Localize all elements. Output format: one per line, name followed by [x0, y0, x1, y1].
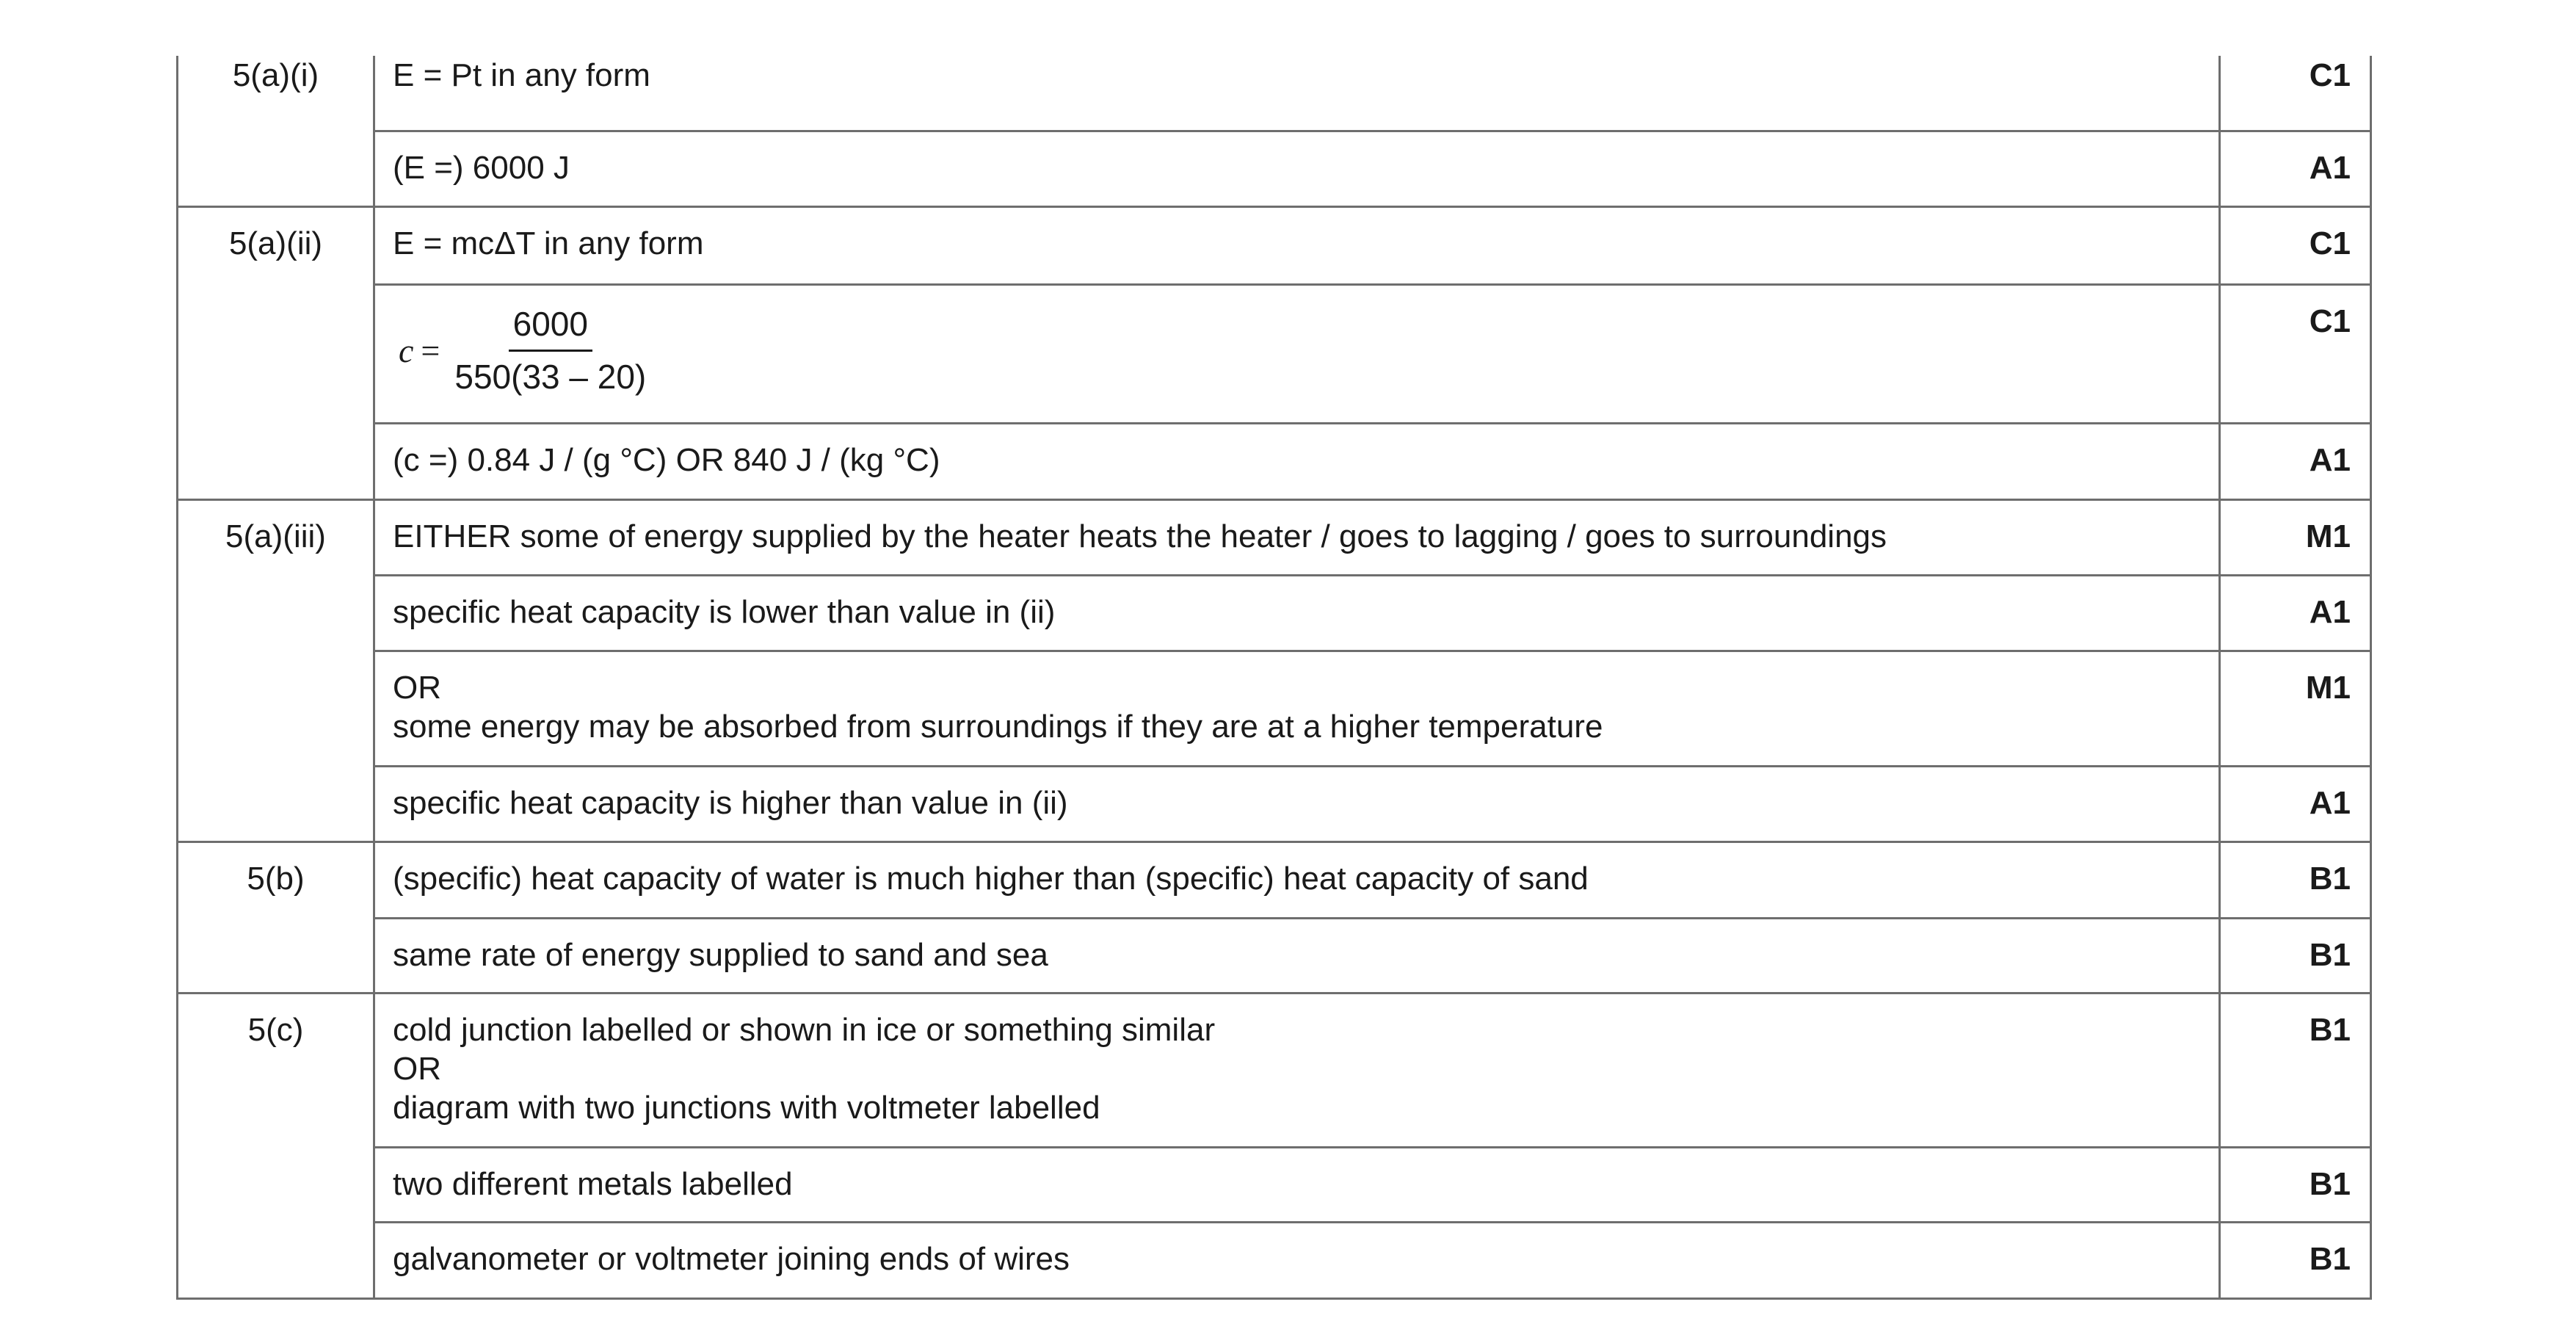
answer-cell — [374, 575, 2220, 651]
answer-cell — [374, 993, 2220, 1147]
answer-text: OR — [393, 669, 441, 706]
question-number: 5(a)(iii) — [178, 499, 374, 842]
table-row — [178, 423, 2371, 499]
mark-cell: A1 — [2220, 131, 2371, 206]
question-number: 5(a)(ii) — [178, 206, 374, 499]
answer-cell — [374, 56, 2220, 131]
formula-equals: = — [421, 331, 440, 369]
table-row — [178, 842, 2371, 918]
mark-cell: B1 — [2220, 1147, 2371, 1222]
mark-cell: M1 — [2220, 651, 2371, 766]
answer-cell — [374, 1147, 2220, 1222]
table-row — [178, 918, 2371, 993]
table-row — [178, 993, 2371, 1147]
fraction — [450, 305, 650, 397]
answer-cell — [374, 131, 2220, 206]
answer-cell — [374, 284, 2220, 423]
answer-cell — [374, 423, 2220, 499]
mark-cell: C1 — [2220, 284, 2371, 423]
answer-text: galvanometer or voltmeter joining ends of wires — [393, 1240, 1070, 1277]
answer-text: EITHER some of energy supplied by the heater heats the heater / goes to lagging / goes to surroundings — [393, 518, 1887, 554]
answer-text: (c =) 0.84 J / (g °C) OR 840 J / (kg °C) — [393, 441, 940, 478]
table-row — [178, 651, 2371, 766]
formula-variable: c — [399, 331, 414, 369]
fraction-denominator: 550(33 – 20) — [454, 357, 647, 396]
answer-cell — [374, 206, 2220, 284]
table-row — [178, 206, 2371, 284]
answer-text: some energy may be absorbed from surroundings if they are at a higher temperature — [393, 708, 1603, 745]
fraction-numerator: 6000 — [509, 305, 592, 352]
answer-cell — [374, 1222, 2220, 1298]
mark-cell: A1 — [2220, 575, 2371, 651]
table-row — [178, 56, 2371, 131]
answer-text: OR — [393, 1050, 441, 1087]
table-row — [178, 575, 2371, 651]
answer-text: cold junction labelled or shown in ice or something similar — [393, 1011, 1216, 1048]
mark-cell: B1 — [2220, 993, 2371, 1147]
answer-cell — [374, 651, 2220, 766]
answer-text: E = Pt in any form — [393, 57, 650, 93]
mark-cell: A1 — [2220, 766, 2371, 842]
answer-cell — [374, 918, 2220, 993]
answer-text: specific heat capacity is higher than value in (ii) — [393, 784, 1068, 821]
answer-text: specific heat capacity is lower than value in (ii) — [393, 593, 1056, 630]
answer-text: two different metals labelled — [393, 1165, 793, 1202]
answer-cell — [374, 842, 2220, 918]
mark-cell: C1 — [2220, 56, 2371, 131]
table-row — [178, 1222, 2371, 1298]
answer-text: same rate of energy supplied to sand and sea — [393, 936, 1048, 973]
answer-text: (E =) 6000 J — [393, 149, 570, 186]
table-row — [178, 284, 2371, 423]
answer-cell — [374, 499, 2220, 575]
mark-scheme-table — [176, 56, 2372, 1300]
mark-cell: B1 — [2220, 918, 2371, 993]
table-row — [178, 1147, 2371, 1222]
table-row — [178, 499, 2371, 575]
answer-text: (specific) heat capacity of water is much higher than (specific) heat capacity of sand — [393, 860, 1589, 897]
mark-cell: M1 — [2220, 499, 2371, 575]
question-number: 5(a)(i) — [178, 56, 374, 206]
mark-cell: A1 — [2220, 423, 2371, 499]
formula — [393, 302, 2204, 402]
question-number: 5(b) — [178, 842, 374, 993]
table-row — [178, 131, 2371, 206]
question-number: 5(c) — [178, 993, 374, 1298]
answer-cell — [374, 766, 2220, 842]
answer-text: diagram with two junctions with voltmeter labelled — [393, 1089, 1100, 1126]
answer-text: E = mcΔT in any form — [393, 225, 704, 261]
table-row — [178, 766, 2371, 842]
mark-cell: C1 — [2220, 206, 2371, 284]
mark-cell: B1 — [2220, 842, 2371, 918]
mark-cell: B1 — [2220, 1222, 2371, 1298]
